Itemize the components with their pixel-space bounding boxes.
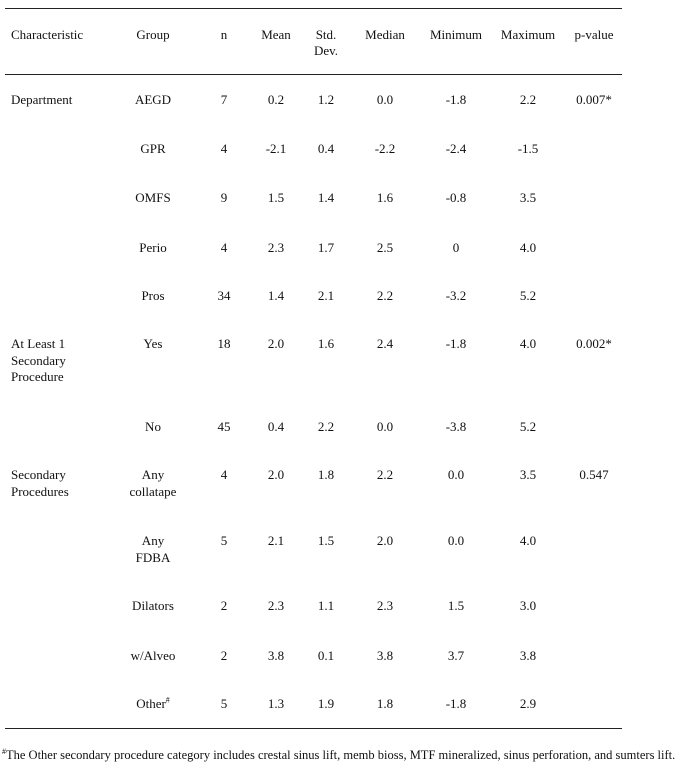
cell-group [130,484,177,500]
cell-median: -2.2 [374,141,396,156]
cell-minimum: 0.0 [447,533,465,548]
cell-std: 0.1 [317,648,335,663]
footnote [2,747,684,763]
cell-maximum: 3.5 [519,190,537,205]
cell-maximum: -1.5 [517,141,539,156]
cell-maximum: 3.5 [519,467,537,482]
cell-group-text: FDBA [135,549,171,565]
cell-group-text: Dilators [132,598,174,613]
header-n: n [220,27,228,42]
cell-characteristic: Secondary [11,467,66,482]
cell-characteristic: Procedures [11,483,69,499]
cell-group-text: Yes [143,336,163,351]
cell-n: 2 [220,648,228,663]
cell-group-text: Any [141,467,165,482]
cell-maximum: 4.0 [519,336,537,351]
cell-group-text: No [145,419,161,434]
cell-n: 2 [220,598,228,613]
cell-mean: 1.3 [267,696,285,711]
header-std-line1: Std. [315,27,337,42]
cell-n: 4 [220,141,228,156]
header-std-line2: Dev. [313,43,339,58]
cell-median: 2.4 [376,336,394,351]
header-characteristic: Characteristic [11,27,84,42]
cell-mean: 0.2 [267,92,285,107]
cell-mean: 1.4 [267,288,285,303]
footnote-marker: # [165,695,170,705]
cell-group-text: OMFS [135,190,171,205]
cell-group-text: AEGD [134,92,172,107]
cell-group-text: Perio [139,240,167,255]
cell-minimum: 0.0 [447,467,465,482]
table-bottom-rule [5,728,622,729]
cell-group-text: Any [141,533,165,548]
cell-std: 2.1 [317,288,335,303]
cell-minimum: -0.8 [445,190,467,205]
cell-mean: 2.1 [267,533,285,548]
cell-std: 0.4 [317,141,335,156]
cell-std: 1.2 [317,92,335,107]
cell-std: 1.8 [317,467,335,482]
cell-std: 1.5 [317,533,335,548]
cell-maximum: 2.9 [519,696,537,711]
cell-group-text: Other [136,696,166,711]
cell-n: 45 [217,419,231,434]
cell-mean: 2.0 [267,336,285,351]
cell-median: 0.0 [376,92,394,107]
cell-median: 0.0 [376,419,394,434]
cell-minimum: -1.8 [445,336,467,351]
header-median: Median [365,27,405,42]
cell-pvalue: 0.547 [579,467,609,482]
cell-maximum: 2.2 [519,92,537,107]
cell-group [145,419,161,435]
cell-group [135,92,171,108]
cell-median: 2.5 [376,240,394,255]
cell-minimum: 0 [452,240,460,255]
cell-pvalue: 0.007* [576,92,612,107]
cell-group [136,550,171,566]
cell-n: 5 [220,696,228,711]
cell-mean: 2.3 [267,240,285,255]
header-mean: Mean [261,27,291,42]
cell-group [136,696,170,712]
header-maximum: Maximum [500,27,556,42]
cell-minimum: -1.8 [445,92,467,107]
cell-group [131,648,176,664]
cell-std: 1.9 [317,696,335,711]
table-top-rule [5,8,622,9]
cell-n: 5 [220,533,228,548]
cell-group-text: Pros [141,288,165,303]
cell-group [144,336,163,352]
header-minimum: Minimum [429,27,483,42]
cell-group [141,288,164,304]
cell-minimum: 3.7 [447,648,465,663]
cell-characteristic: Procedure [11,369,64,384]
header-pvalue: p-value [574,27,614,42]
cell-group [142,533,164,549]
cell-maximum: 4.0 [519,533,537,548]
cell-n: 18 [217,336,231,351]
cell-n: 7 [220,92,228,107]
cell-minimum: -3.8 [445,419,467,434]
cell-n: 4 [220,240,228,255]
cell-mean: -2.1 [265,141,287,156]
cell-std: 1.6 [317,336,335,351]
cell-mean: 0.4 [267,419,285,434]
cell-maximum: 4.0 [519,240,537,255]
cell-median: 2.0 [376,533,394,548]
cell-minimum: -1.8 [445,696,467,711]
cell-median: 2.3 [376,598,394,613]
cell-n: 34 [217,288,231,303]
cell-mean: 3.8 [267,648,285,663]
cell-std: 1.4 [317,190,335,205]
cell-maximum: 5.2 [519,419,537,434]
header-bottom-rule [5,74,622,75]
cell-group [142,467,164,483]
cell-std: 1.7 [317,240,335,255]
cell-mean: 2.3 [267,598,285,613]
header-group: Group [136,27,170,42]
footnote-text: The Other secondary procedure category includes crestal sinus lift, memb bioss, MTF mineralized, sinus perforation, and sumters lift. [6,748,676,762]
cell-group [132,598,174,614]
cell-median: 2.2 [376,288,394,303]
cell-group-text: GPR [140,141,166,156]
cell-group-text: w/Alveo [130,648,176,663]
cell-group-text: collatape [129,483,177,499]
cell-median: 1.8 [376,696,394,711]
footnote-marker: # [2,746,6,756]
cell-n: 9 [220,190,228,205]
cell-group [135,190,170,206]
cell-median: 1.6 [376,190,394,205]
cell-pvalue: 0.002* [576,336,612,351]
cell-maximum: 3.8 [519,648,537,663]
cell-characteristic: Department [11,92,73,107]
cell-characteristic: At Least 1 [11,336,66,351]
cell-n: 4 [220,467,228,482]
cell-mean: 1.5 [267,190,285,205]
cell-median: 2.2 [376,467,394,482]
cell-std: 1.1 [317,598,335,613]
cell-maximum: 5.2 [519,288,537,303]
cell-characteristic: Secondary [11,352,66,368]
cell-median: 3.8 [376,648,394,663]
cell-maximum: 3.0 [519,598,537,613]
cell-std: 2.2 [317,419,335,434]
cell-minimum: -2.4 [445,141,467,156]
cell-minimum: 1.5 [447,598,465,613]
cell-mean: 2.0 [267,467,285,482]
cell-group [139,240,166,256]
cell-group [140,141,165,157]
cell-minimum: -3.2 [445,288,467,303]
